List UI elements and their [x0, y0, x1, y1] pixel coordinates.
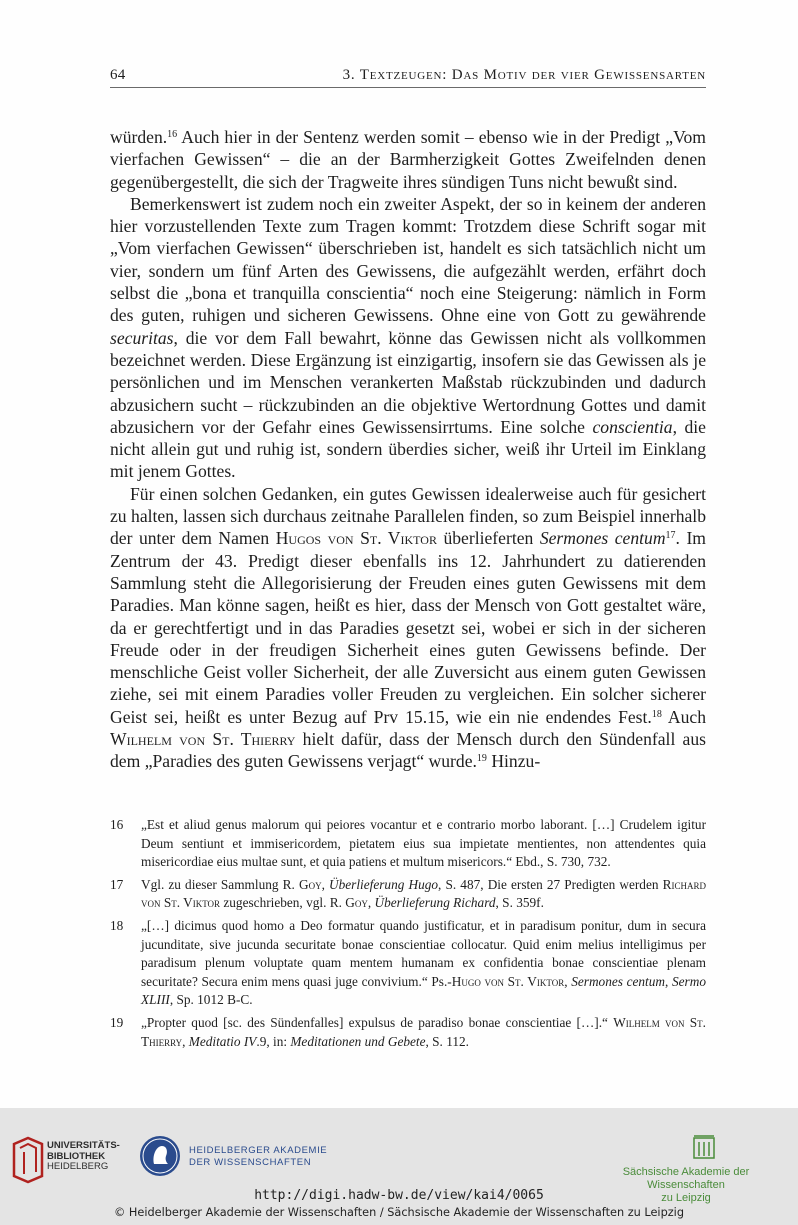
text-run: hielt dafür, dass der Mensch durch den Sündenfall aus dem „Paradies des guten Gewissens verjagt“ wurde.: [110, 729, 706, 772]
footnote-text: Vgl. zu dieser Sammlung R.: [141, 876, 299, 892]
page-number: 64: [110, 67, 126, 83]
paragraph: [110, 483, 706, 773]
footnote-ref: 17: [665, 530, 676, 542]
italic-term: conscientia: [592, 416, 673, 437]
footnotes: [110, 816, 706, 1055]
footnote-text: zugeschrieben, vgl. R.: [220, 895, 346, 911]
permalink[interactable]: http://digi.hadw-bw.de/view/kai4/0065: [254, 1188, 544, 1203]
footnote-text: ,: [564, 973, 572, 989]
paragraph: [110, 193, 706, 483]
footnote-text: „Est et aliud genus malorum qui peiores vocantur et e contrario morbo laborant. […] Crudelem igitur Deum sentiunt et immisericordem, pietatem eius sua impietate mentientes, non attendentes quia misericordiae eius multae sunt, et quia patiens et multum misericors.“ Ebd., S. 730, 732.: [141, 817, 706, 870]
text-run: . Im Zentrum der 43. Predigt dieser ebenfalls ins 12. Jahrhundert zu datierenden Sammlung steht die Allegorisierung der Freuden eines guten Gewissens mit dem Paradies. Man könne sagen, heißt es hier, dass der Mensch von Gott gestaltet wäre, da er gerechtfertigt und in das Paradies gesetzt sei, wobei er sich in der sicheren Freude oder in der freudigen Sicherheit eines guten Gewissens befinde. Der menschliche Geist voller Sicherheit, der alle Zuversicht aus einem guten Gewissen ziehe, sei mit einem Paradies voller Freuden zu vergleichen. Ein solcher sicherer Geist sei, heißt es unter Bezug auf Prv 15.15, wie ein nie endendes Fest.: [110, 528, 706, 727]
hadw-seal-icon[interactable]: [138, 1134, 182, 1178]
footnote-text: ,: [321, 876, 330, 892]
text-run: überlieferten: [436, 528, 540, 549]
footnote-text: ,: [367, 895, 375, 911]
footnote-text: „Propter quod [sc. des Sündenfalles] expulsus de paradiso bonae conscientiae […].“: [141, 1014, 614, 1030]
university-library-name: [47, 1141, 120, 1173]
copyright-notice: © Heidelberger Akademie der Wissenschaften / Sächsische Akademie der Wissenschaften zu Leipzig: [114, 1206, 684, 1219]
hadw-line: DER WISSENSCHAFTEN: [189, 1157, 312, 1168]
italic-title: Sermones centum: [539, 528, 666, 549]
footnote-ref: 18: [651, 708, 662, 720]
digitization-footer: [0, 1108, 798, 1225]
footnote-text: , S. 112.: [425, 1033, 469, 1049]
footnote: [110, 917, 706, 1010]
footnote-text: , S. 487, Die ersten 27 Predigten werden: [438, 876, 663, 892]
text-run: würden.: [110, 127, 168, 147]
italic-title: Sermo XLIII: [141, 973, 706, 1008]
italic-title: Sermones centum: [571, 973, 665, 989]
italic-title: Überlieferung Hugo: [329, 876, 439, 892]
text-run: Bemerkenswert ist zudem noch ein zweiter Aspekt, der so in keinem der anderen hier vorzustellenden Texte zum Tragen kommt: Trotzdem diese Schrift sogar mit „Vom vierfachen Gewissen“ überschrieben ist, handelt es sich tatsächlich nicht um vier, sondern um fünf Arten des Gewissens, die aufgezählt werden, erfährt doch selbst die „bona et tranquilla conscientia“ noch eine Steigerung: nämlich in Form des guten, ruhigen und sicheren Gewissens. Ohne eine von Gott zu gewährende: [110, 193, 706, 326]
footnote-number: 19: [110, 1014, 124, 1030]
saw-line: zu Leipzig: [661, 1192, 711, 1204]
hadw-name: [189, 1145, 327, 1169]
author-name: Hugos von St. Viktor: [275, 528, 437, 549]
text-run: , die vor dem Fall bewahrt, könne das Gewissen nicht als vollkommen bezeichnet werden. Diese Ergänzung ist einzigartig, insofern sie das Gewissen als je persönlichen und im Menschen verankerten Maßstab rückzubinden und dadurch abzusichern sucht – rückzubinden an die objektive Wertordnung Gottes und damit abzusichern vor der Gefahr eines Gewissensirrtums. Eine solche: [110, 327, 706, 437]
italic-term: securitas: [110, 327, 174, 348]
author-name: Wilhelm von St. Thierry: [110, 729, 296, 750]
text-run: , die nicht allein gut und ruhig ist, sondern überdies sicher, weiß ihr Urteil im Einklang mit jenem Gottes.: [110, 416, 706, 482]
footnote-text: „[…] dicimus quod homo a Deo formatur quando justificatur, et in paradisum ponitur, dum in secura jucunditate, sive jucunda securitate bonae conscientiae collocatur. Quid enim melius intelligimus per paradisum plenum voluptate quam mentem humanam ex confidentia bonae conscientiae plenam securitate? Secura enim mens quasi juge convivium.“ Ps.-: [141, 917, 706, 989]
saw-building-icon[interactable]: [693, 1134, 715, 1160]
text-run: Hinzu-: [486, 751, 541, 772]
author-name: Hugo von St. Viktor: [451, 973, 565, 989]
footnote-number: 17: [110, 876, 124, 892]
footnote-text: , S. 359f.: [495, 895, 544, 911]
author-name: Richard von St. Viktor: [141, 876, 706, 911]
author-name: Wilhelm von St. Thierry: [141, 1014, 706, 1049]
ub-line: HEIDELBERG: [47, 1161, 109, 1172]
footnote-text: , Sp. 1012 B-C.: [169, 992, 253, 1008]
italic-title: Überlieferung Richard: [374, 895, 496, 911]
ub-line: BIBLIOTHEK: [47, 1150, 106, 1162]
footnote: [110, 1014, 706, 1051]
paragraph: [110, 126, 706, 193]
footnote: [110, 816, 706, 872]
hadw-line: HEIDELBERGER AKADEMIE: [189, 1145, 328, 1156]
footnote: [110, 876, 706, 913]
footnote-ref: 16: [167, 129, 178, 140]
footnote-number: 18: [110, 917, 124, 933]
footnote-text: ,: [665, 973, 672, 989]
italic-title: Meditationen und Gebete: [290, 1033, 426, 1049]
running-title: 3. Textzeugen: Das Motiv der vier Gewissensarten: [342, 67, 706, 83]
running-header: [110, 65, 706, 88]
footnote-text: ,: [182, 1033, 189, 1049]
text-run: Auch: [661, 706, 706, 727]
saw-line: Sächsische Akademie der Wissenschaften: [622, 1166, 750, 1191]
footnote-ref: 19: [476, 753, 487, 765]
text-run: Auch hier in der Sentenz werden somit – ebenso wie in der Predigt „Vom vierfachen Gewissen“ – die an der Barmherzigkeit Gottes Zweifelnden denen gegenübergestellt, die sich der Tragweite ihres sündigen Tuns nicht bewußt sind.: [110, 127, 706, 192]
ub-line: UNIVERSITÄTS-: [47, 1140, 120, 1151]
footnote-text: .9, in:: [256, 1033, 291, 1049]
main-text: [110, 126, 706, 773]
italic-title: Meditatio IV: [188, 1033, 257, 1049]
author-name: Goy: [298, 876, 322, 892]
text-run: Für einen solchen Gedanken, ein gutes Gewissen idealerweise auch für gesichert zu halten, lassen sich durchaus zeitnahe Parallelen finden, so zum Beispiel innerhalb der unter dem Namen: [110, 483, 706, 549]
footnote-number: 16: [110, 817, 124, 832]
author-name: Goy: [345, 895, 368, 911]
